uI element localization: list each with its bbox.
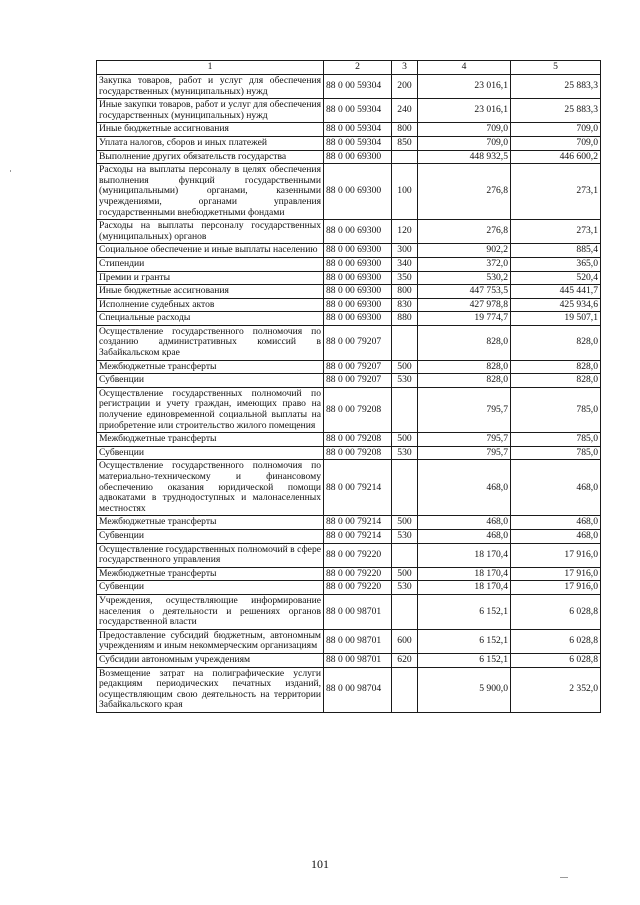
expense-name-cell: Субвенции — [97, 446, 324, 460]
expense-name-cell: Специальные расходы — [97, 312, 324, 326]
target-article-code-cell: 88 0 00 69300 — [324, 285, 392, 299]
column-header-2: 2 — [324, 61, 392, 75]
table-row — [97, 433, 601, 447]
expense-name-cell: Возмещение затрат на полиграфические услуги редакциям периодических печатных изданий, осуществляющим свою деятельность на территории Забайкальского края — [97, 667, 324, 712]
target-article-code-cell: 88 0 00 69300 — [324, 244, 392, 258]
expense-type-code-cell: 340 — [392, 257, 418, 271]
table-row — [97, 543, 601, 567]
target-article-code-cell: 88 0 00 98704 — [324, 667, 392, 712]
amount-year-1-cell: 828,0 — [418, 325, 511, 360]
amount-year-2-cell: 785,0 — [511, 433, 601, 447]
table-row — [97, 220, 601, 244]
expense-name-cell: Субвенции — [97, 374, 324, 388]
target-article-code-cell: 88 0 00 79220 — [324, 567, 392, 581]
expense-type-code-cell: 500 — [392, 433, 418, 447]
table-row — [97, 567, 601, 581]
expense-type-code-cell: 620 — [392, 653, 418, 667]
expense-type-code-cell: 120 — [392, 220, 418, 244]
column-header-4: 4 — [418, 61, 511, 75]
amount-year-2-cell: 6 028,8 — [511, 629, 601, 653]
expense-type-code-cell: 500 — [392, 516, 418, 530]
amount-year-1-cell: 530,2 — [418, 271, 511, 285]
table-row — [97, 460, 601, 516]
amount-year-1-cell: 6 152,1 — [418, 594, 511, 629]
table-row — [97, 325, 601, 360]
amount-year-1-cell: 6 152,1 — [418, 629, 511, 653]
amount-year-1-cell: 795,7 — [418, 446, 511, 460]
target-article-code-cell: 88 0 00 79208 — [324, 433, 392, 447]
expense-name-cell: Иные закупки товаров, работ и услуг для обеспечения государственных (муниципальных) нужд — [97, 99, 324, 123]
target-article-code-cell: 88 0 00 69300 — [324, 164, 392, 220]
amount-year-1-cell: 902,2 — [418, 244, 511, 258]
target-article-code-cell: 88 0 00 59304 — [324, 99, 392, 123]
expense-type-code-cell: 530 — [392, 374, 418, 388]
table-row — [97, 75, 601, 99]
expense-name-cell: Осуществление государственного полномочия по созданию административных комиссий в Забайкальском крае — [97, 325, 324, 360]
amount-year-1-cell: 709,0 — [418, 136, 511, 150]
expense-type-code-cell: 100 — [392, 164, 418, 220]
expense-name-cell: Межбюджетные трансферты — [97, 360, 324, 374]
amount-year-1-cell: 468,0 — [418, 516, 511, 530]
amount-year-2-cell: 17 916,0 — [511, 543, 601, 567]
target-article-code-cell: 88 0 00 79214 — [324, 529, 392, 543]
target-article-code-cell: 88 0 00 79214 — [324, 516, 392, 530]
target-article-code-cell: 88 0 00 79220 — [324, 543, 392, 567]
table-row — [97, 150, 601, 164]
table-row — [97, 285, 601, 299]
table-row — [97, 594, 601, 629]
table-row — [97, 123, 601, 137]
amount-year-2-cell: 425 934,6 — [511, 298, 601, 312]
amount-year-2-cell: 828,0 — [511, 325, 601, 360]
amount-year-1-cell: 19 774,7 — [418, 312, 511, 326]
expense-name-cell: Межбюджетные трансферты — [97, 567, 324, 581]
target-article-code-cell: 88 0 00 98701 — [324, 594, 392, 629]
amount-year-2-cell: 2 352,0 — [511, 667, 601, 712]
table-row — [97, 529, 601, 543]
amount-year-1-cell: 23 016,1 — [418, 99, 511, 123]
table-header-row — [97, 61, 601, 75]
amount-year-1-cell: 427 978,8 — [418, 298, 511, 312]
expense-type-code-cell: 200 — [392, 75, 418, 99]
amount-year-2-cell: 25 883,3 — [511, 75, 601, 99]
amount-year-1-cell: 448 932,5 — [418, 150, 511, 164]
expense-name-cell: Иные бюджетные ассигнования — [97, 285, 324, 299]
expense-name-cell: Расходы на выплаты персоналу государственных (муниципальных) органов — [97, 220, 324, 244]
expense-name-cell: Межбюджетные трансферты — [97, 433, 324, 447]
target-article-code-cell: 88 0 00 69300 — [324, 220, 392, 244]
expense-name-cell: Премии и гранты — [97, 271, 324, 285]
expense-type-code-cell: 240 — [392, 99, 418, 123]
amount-year-2-cell: 828,0 — [511, 360, 601, 374]
expense-type-code-cell — [392, 387, 418, 432]
target-article-code-cell: 88 0 00 79207 — [324, 360, 392, 374]
expense-name-cell: Субсидии автономным учреждениям — [97, 653, 324, 667]
amount-year-2-cell: 709,0 — [511, 136, 601, 150]
amount-year-1-cell: 23 016,1 — [418, 75, 511, 99]
target-article-code-cell: 88 0 00 69300 — [324, 150, 392, 164]
expense-name-cell: Субвенции — [97, 529, 324, 543]
target-article-code-cell: 88 0 00 98701 — [324, 653, 392, 667]
expense-name-cell: Межбюджетные трансферты — [97, 516, 324, 530]
table-row — [97, 164, 601, 220]
scan-artifact — [10, 170, 11, 172]
amount-year-2-cell: 273,1 — [511, 164, 601, 220]
amount-year-2-cell: 446 600,2 — [511, 150, 601, 164]
table-row — [97, 298, 601, 312]
expense-type-code-cell: 530 — [392, 446, 418, 460]
expense-name-cell: Выполнение других обязательств государства — [97, 150, 324, 164]
expense-type-code-cell: 530 — [392, 581, 418, 595]
table-row — [97, 312, 601, 326]
expense-name-cell: Осуществление государственных полномочий по регистрации и учету граждан, имеющих право на получение единовременной социальной выплаты на приобретение или строительство жилого помещения — [97, 387, 324, 432]
target-article-code-cell: 88 0 00 79208 — [324, 387, 392, 432]
amount-year-2-cell: 25 883,3 — [511, 99, 601, 123]
amount-year-2-cell: 6 028,8 — [511, 653, 601, 667]
amount-year-1-cell: 18 170,4 — [418, 581, 511, 595]
expense-name-cell: Закупка товаров, работ и услуг для обеспечения государственных (муниципальных) нужд — [97, 75, 324, 99]
column-header-3: 3 — [392, 61, 418, 75]
amount-year-1-cell: 276,8 — [418, 164, 511, 220]
expense-type-code-cell: 500 — [392, 567, 418, 581]
expense-type-code-cell: 600 — [392, 629, 418, 653]
target-article-code-cell: 88 0 00 59304 — [324, 136, 392, 150]
table-row — [97, 581, 601, 595]
table-row — [97, 360, 601, 374]
target-article-code-cell: 88 0 00 69300 — [324, 271, 392, 285]
table-row — [97, 99, 601, 123]
expense-type-code-cell — [392, 667, 418, 712]
column-header-5: 5 — [511, 61, 601, 75]
amount-year-2-cell: 468,0 — [511, 516, 601, 530]
amount-year-2-cell: 6 028,8 — [511, 594, 601, 629]
expense-type-code-cell: 530 — [392, 529, 418, 543]
amount-year-1-cell: 447 753,5 — [418, 285, 511, 299]
amount-year-1-cell: 709,0 — [418, 123, 511, 137]
table-row — [97, 387, 601, 432]
expense-name-cell: Субвенции — [97, 581, 324, 595]
amount-year-2-cell: 785,0 — [511, 446, 601, 460]
target-article-code-cell: 88 0 00 79220 — [324, 581, 392, 595]
expense-name-cell: Иные бюджетные ассигнования — [97, 123, 324, 137]
expense-name-cell: Учреждения, осуществляющие информирование населения о деятельности и решениях органов государственной власти — [97, 594, 324, 629]
expense-type-code-cell: 850 — [392, 136, 418, 150]
expense-type-code-cell — [392, 543, 418, 567]
amount-year-2-cell: 365,0 — [511, 257, 601, 271]
scan-artifact — [560, 877, 568, 878]
expense-type-code-cell: 800 — [392, 285, 418, 299]
table-row — [97, 374, 601, 388]
expense-name-cell: Социальное обеспечение и иные выплаты населению — [97, 244, 324, 258]
table-row — [97, 629, 601, 653]
expense-type-code-cell — [392, 594, 418, 629]
table-row — [97, 271, 601, 285]
amount-year-1-cell: 795,7 — [418, 433, 511, 447]
expense-type-code-cell — [392, 460, 418, 516]
amount-year-2-cell: 885,4 — [511, 244, 601, 258]
table-row — [97, 244, 601, 258]
target-article-code-cell: 88 0 00 69300 — [324, 257, 392, 271]
table-row — [97, 653, 601, 667]
target-article-code-cell: 88 0 00 69300 — [324, 312, 392, 326]
table-row — [97, 446, 601, 460]
target-article-code-cell: 88 0 00 79208 — [324, 446, 392, 460]
expense-type-code-cell: 830 — [392, 298, 418, 312]
amount-year-2-cell: 468,0 — [511, 460, 601, 516]
target-article-code-cell: 88 0 00 59304 — [324, 75, 392, 99]
amount-year-2-cell: 828,0 — [511, 374, 601, 388]
target-article-code-cell: 88 0 00 59304 — [324, 123, 392, 137]
amount-year-1-cell: 276,8 — [418, 220, 511, 244]
amount-year-1-cell: 18 170,4 — [418, 543, 511, 567]
expense-type-code-cell: 500 — [392, 360, 418, 374]
amount-year-1-cell: 18 170,4 — [418, 567, 511, 581]
table-row — [97, 136, 601, 150]
amount-year-1-cell: 372,0 — [418, 257, 511, 271]
expense-type-code-cell: 800 — [392, 123, 418, 137]
amount-year-2-cell: 19 507,1 — [511, 312, 601, 326]
expense-type-code-cell — [392, 325, 418, 360]
expense-name-cell: Предоставление субсидий бюджетным, автономным учреждениям и иным некоммерческим организациям — [97, 629, 324, 653]
amount-year-1-cell: 828,0 — [418, 374, 511, 388]
amount-year-1-cell: 468,0 — [418, 529, 511, 543]
expense-name-cell: Осуществление государственного полномочия по материально-техническому и финансовому обеспечению оказания юридической помощи адвокатами в труднодоступных и малонаселенных местностях — [97, 460, 324, 516]
target-article-code-cell: 88 0 00 79207 — [324, 325, 392, 360]
table-row — [97, 667, 601, 712]
table-row — [97, 516, 601, 530]
target-article-code-cell: 88 0 00 98701 — [324, 629, 392, 653]
amount-year-2-cell: 709,0 — [511, 123, 601, 137]
amount-year-2-cell: 520,4 — [511, 271, 601, 285]
amount-year-2-cell: 468,0 — [511, 529, 601, 543]
table-body — [97, 75, 601, 713]
amount-year-2-cell: 445 441,7 — [511, 285, 601, 299]
amount-year-2-cell: 785,0 — [511, 387, 601, 432]
amount-year-1-cell: 6 152,1 — [418, 653, 511, 667]
target-article-code-cell: 88 0 00 79214 — [324, 460, 392, 516]
amount-year-2-cell: 17 916,0 — [511, 567, 601, 581]
amount-year-1-cell: 828,0 — [418, 360, 511, 374]
expense-name-cell: Уплата налогов, сборов и иных платежей — [97, 136, 324, 150]
amount-year-1-cell: 795,7 — [418, 387, 511, 432]
table-row — [97, 257, 601, 271]
amount-year-2-cell: 273,1 — [511, 220, 601, 244]
expense-name-cell: Осуществление государственных полномочий в сфере государственного управления — [97, 543, 324, 567]
amount-year-1-cell: 468,0 — [418, 460, 511, 516]
expense-type-code-cell: 300 — [392, 244, 418, 258]
target-article-code-cell: 88 0 00 69300 — [324, 298, 392, 312]
amount-year-1-cell: 5 900,0 — [418, 667, 511, 712]
amount-year-2-cell: 17 916,0 — [511, 581, 601, 595]
expense-type-code-cell: 880 — [392, 312, 418, 326]
page-number: 101 — [311, 857, 329, 871]
expense-type-code-cell — [392, 150, 418, 164]
expense-name-cell: Стипендии — [97, 257, 324, 271]
expense-name-cell: Расходы на выплаты персоналу в целях обеспечения выполнения функций государственными (муниципальными) органами, казенными учреждениями, органами управления государственными внебюджетными фондами — [97, 164, 324, 220]
column-header-1: 1 — [97, 61, 324, 75]
expense-name-cell: Исполнение судебных актов — [97, 298, 324, 312]
budget-table — [96, 60, 601, 713]
expense-type-code-cell: 350 — [392, 271, 418, 285]
target-article-code-cell: 88 0 00 79207 — [324, 374, 392, 388]
